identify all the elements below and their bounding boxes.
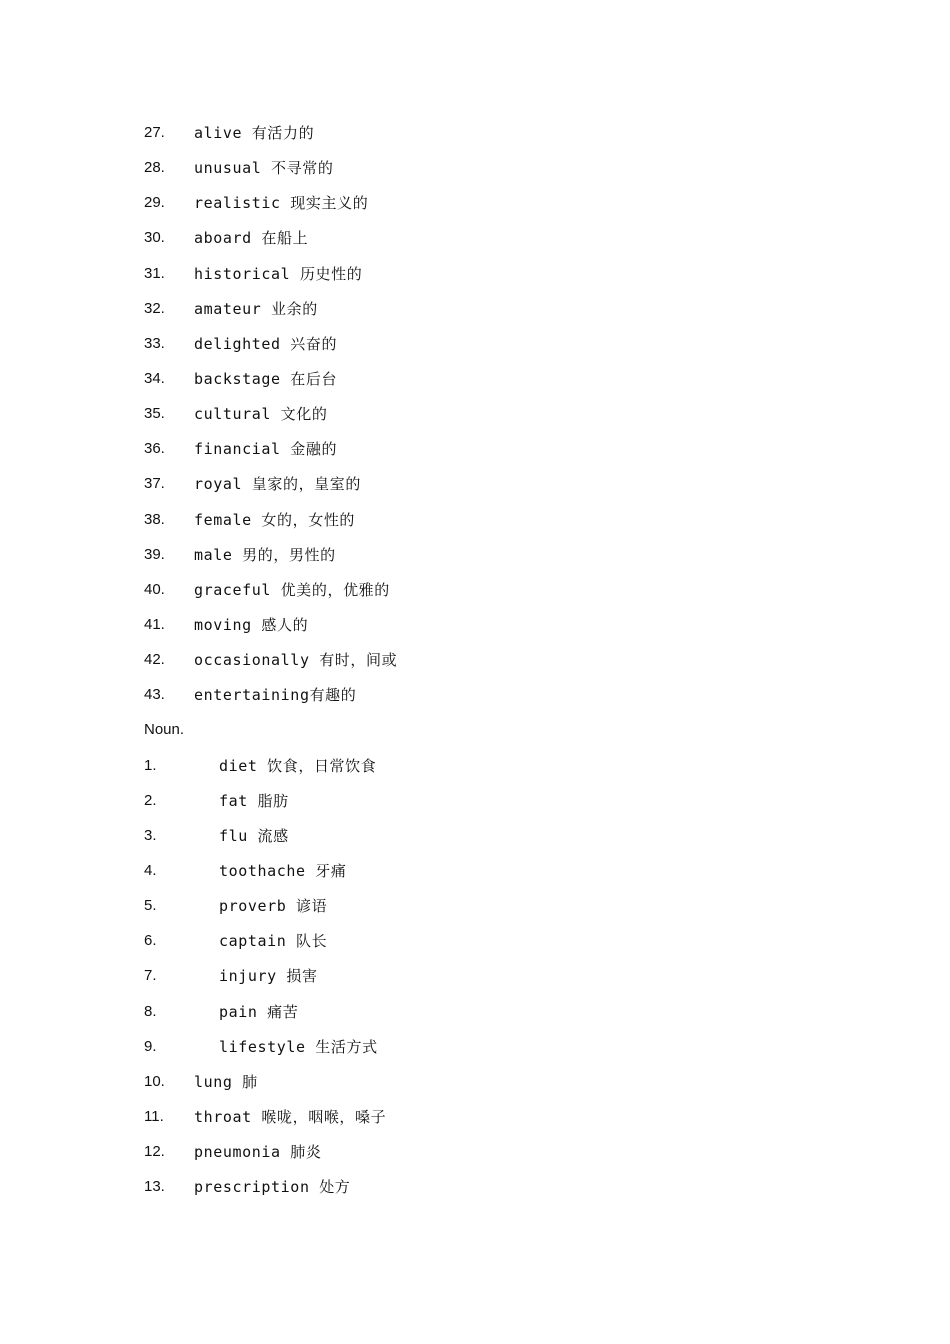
item-term: lung 肺 (194, 1072, 258, 1091)
list-item (144, 857, 844, 892)
item-term: prescription 处方 (194, 1178, 351, 1197)
item-number: 3. (144, 826, 157, 844)
item-term: delighted 兴奋的 (194, 334, 338, 353)
list-item (144, 330, 844, 365)
item-term: flu 流感 (219, 826, 289, 845)
item-term: moving 感人的 (194, 615, 309, 634)
item-term: injury 损害 (219, 967, 318, 986)
list-item (144, 400, 844, 435)
list-item (144, 681, 844, 716)
list-item (144, 927, 844, 962)
item-term: graceful 优美的，优雅的 (194, 580, 390, 599)
list-item (144, 541, 844, 576)
item-term: financial 金融的 (194, 440, 338, 459)
list-item (144, 1068, 844, 1103)
item-term: female 女的，女性的 (194, 510, 356, 529)
item-number: 30. (144, 229, 165, 247)
list-item (144, 1033, 844, 1068)
item-term: amateur 业余的 (194, 299, 318, 318)
list-item (144, 998, 844, 1033)
item-number: 13. (144, 1178, 165, 1196)
item-term: unusual 不寻常的 (194, 159, 334, 178)
item-number: 9. (144, 1037, 157, 1055)
item-term: historical 历史性的 (194, 264, 363, 283)
item-term: pain 痛苦 (219, 1002, 299, 1021)
list-item (144, 154, 844, 189)
item-term: captain 队长 (219, 932, 328, 951)
list-item (144, 224, 844, 259)
item-term: entertaining有趣的 (194, 686, 357, 705)
item-number: 43. (144, 686, 165, 704)
item-number: 42. (144, 651, 165, 669)
item-term: fat 脂肪 (219, 791, 289, 810)
item-number: 27. (144, 124, 165, 141)
list-item (144, 435, 844, 470)
vocabulary-list (144, 119, 844, 1208)
item-number: 8. (144, 1002, 157, 1020)
item-term: occasionally 有时，间或 (194, 651, 398, 670)
item-number: 37. (144, 475, 165, 493)
list-item (144, 962, 844, 997)
item-number: 12. (144, 1143, 165, 1161)
item-number: 6. (144, 932, 157, 950)
item-number: 4. (144, 861, 157, 879)
item-number: 29. (144, 194, 165, 212)
list-item (144, 260, 844, 295)
list-item (144, 1138, 844, 1173)
list-item (144, 1173, 844, 1208)
item-term: throat 喉咙，咽喉，嗓子 (194, 1107, 387, 1126)
list-item (144, 822, 844, 857)
item-number: 31. (144, 264, 165, 282)
item-number: 2. (144, 791, 157, 809)
list-item (144, 470, 844, 505)
item-term: royal 皇家的，皇室的 (194, 475, 361, 494)
item-number: 5. (144, 897, 157, 915)
item-number: 33. (144, 334, 165, 352)
list-item (144, 1103, 844, 1138)
item-term: cultural 文化的 (194, 405, 328, 424)
list-item (144, 365, 844, 400)
item-term: alive 有活力的 (194, 124, 315, 142)
item-number: 40. (144, 580, 165, 598)
list-item (144, 576, 844, 611)
item-number: 35. (144, 405, 165, 423)
item-number: 41. (144, 615, 165, 633)
list-item (144, 787, 844, 822)
item-number: 10. (144, 1072, 165, 1090)
item-number: 1. (144, 756, 157, 774)
item-number: 34. (144, 369, 165, 387)
item-number: 11. (144, 1107, 164, 1125)
item-term: male 男的，男性的 (194, 545, 336, 564)
list-item (144, 611, 844, 646)
item-number: 28. (144, 159, 165, 177)
section-heading-noun: Noun. (144, 721, 185, 739)
item-number: 38. (144, 510, 165, 528)
list-item (144, 892, 844, 927)
item-term: backstage 在后台 (194, 369, 338, 388)
item-number: 7. (144, 967, 157, 985)
item-term: pneumonia 肺炎 (194, 1143, 322, 1162)
list-item (144, 646, 844, 681)
item-term: proverb 谚语 (219, 897, 328, 916)
item-term: diet 饮食，日常饮食 (219, 756, 377, 775)
list-item (144, 119, 844, 154)
list-item (144, 295, 844, 330)
item-number: 36. (144, 440, 165, 458)
list-item (144, 752, 844, 787)
item-number: 32. (144, 299, 165, 317)
item-term: lifestyle 生活方式 (219, 1037, 378, 1056)
item-term: realistic 现实主义的 (194, 194, 369, 213)
item-number: 39. (144, 545, 165, 563)
list-item (144, 189, 844, 224)
item-term: aboard 在船上 (194, 229, 309, 248)
item-term: toothache 牙痛 (219, 861, 347, 880)
list-item (144, 506, 844, 541)
